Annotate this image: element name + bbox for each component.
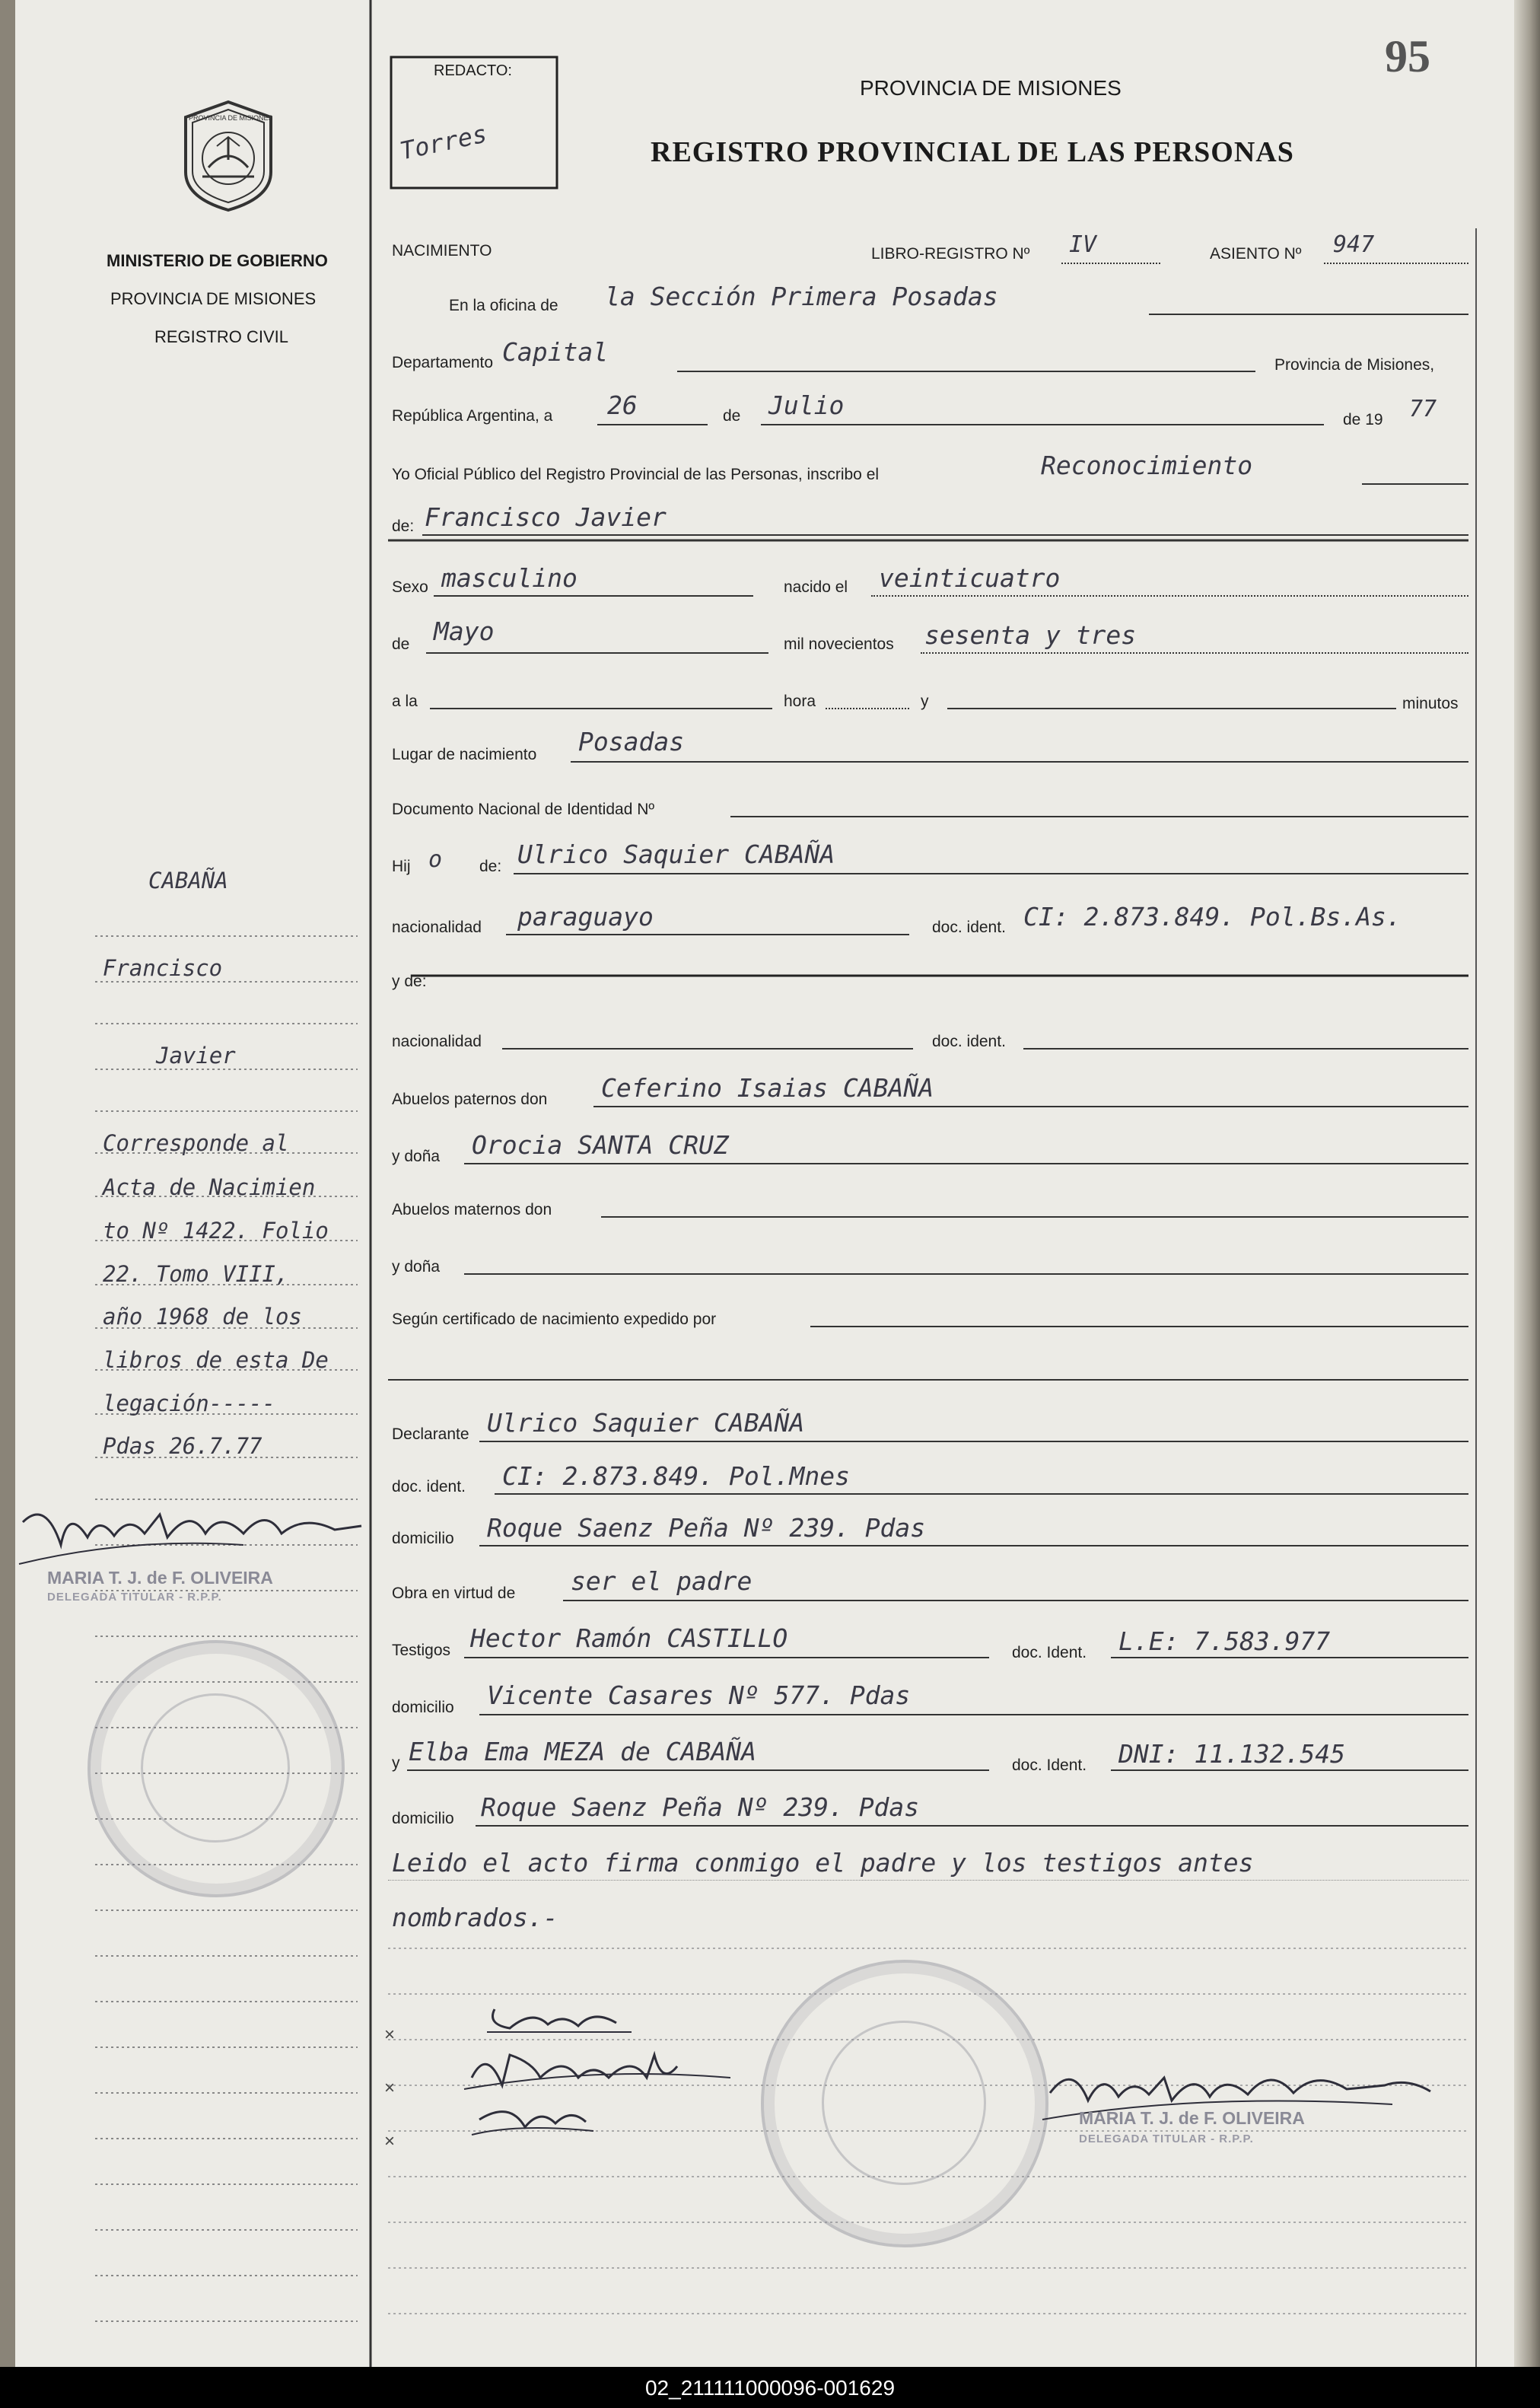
oficina-label: En la oficina de — [449, 297, 558, 314]
libro-label: LIBRO-REGISTRO Nº — [871, 245, 1030, 263]
republica-label: República Argentina, a — [392, 407, 553, 425]
x-mark-1: × — [384, 2024, 396, 2045]
t2-dom-label: domicilio — [392, 1810, 454, 1827]
page-stack-edge — [1514, 0, 1540, 2367]
x-mark-2: × — [384, 2078, 396, 2098]
asiento-label: ASIENTO Nº — [1210, 245, 1302, 263]
margin-name2: Javier — [156, 1043, 236, 1069]
testigo2-doc-value: DNI: 11.132.545 — [1118, 1739, 1346, 1769]
padre-nac-value: paraguayo — [517, 902, 654, 932]
margin-note-7: legación----- — [103, 1390, 275, 1416]
nacionalidad-label: nacionalidad — [392, 919, 482, 936]
ministry-title: MINISTERIO DE GOBIERNO — [107, 251, 328, 270]
t2-doc-label: doc. Ident. — [1012, 1757, 1087, 1774]
decl-doc-value: CI: 2.873.849. Pol.Mnes — [502, 1461, 850, 1491]
ministry-province: PROVINCIA DE MISIONES — [110, 289, 317, 308]
dia-value: 26 — [607, 390, 638, 420]
libro-value: IV — [1069, 231, 1097, 258]
margin-note-5: año 1968 de los — [103, 1304, 302, 1330]
act-type: NACIMIENTO — [392, 242, 492, 260]
abuelos-mat-label: Abuelos maternos don — [392, 1201, 552, 1218]
hijo-suffix: o — [428, 846, 443, 873]
departamento-value: Capital — [502, 337, 609, 367]
witness-signatures — [441, 1994, 761, 2169]
testigo1-value: Hector Ramón CASTILLO — [470, 1623, 788, 1653]
redacto-label: REDACTO: — [434, 62, 512, 79]
t1-doc-label: doc. Ident. — [1012, 1644, 1087, 1661]
oficial-label: Yo Oficial Público del Registro Provincial de las Personas, inscribo el — [392, 466, 880, 483]
doc-ident-label: doc. ident. — [932, 919, 1006, 936]
registry-title: REGISTRO PROVINCIAL DE LAS PERSONAS — [651, 136, 1294, 168]
de-anio-label: de 19 — [1343, 411, 1383, 428]
seal-text: PROVINCIA DE MISIONES — [189, 114, 273, 122]
margin-name1: Francisco — [103, 955, 223, 981]
obra-value: ser el padre — [571, 1566, 752, 1596]
y-testigo2-label: y — [392, 1754, 400, 1772]
t1-dom-label: domicilio — [392, 1699, 454, 1716]
hijo-label: Hij — [392, 858, 411, 875]
official-delegate-name: MARIA T. J. de F. OLIVEIRA — [1079, 2108, 1305, 2128]
nacido-value: veinticuatro — [879, 563, 1061, 593]
margin-note-6: libros de esta De — [103, 1347, 329, 1373]
segun-label: Según certificado de nacimiento expedido por — [392, 1311, 717, 1328]
margin-surname: CABAÑA — [148, 868, 228, 893]
a-la-label: a la — [392, 693, 418, 710]
de-nombre-label: de: — [392, 518, 415, 535]
abuelos-pat-label: Abuelos paternos don — [392, 1091, 548, 1108]
domicilio-label: domicilio — [392, 1530, 454, 1547]
margin-note-1: Corresponde al — [103, 1130, 289, 1156]
abuela-pat-value: Orocia SANTA CRUZ — [472, 1130, 729, 1160]
testigo2-value: Elba Ema MEZA de CABAÑA — [409, 1737, 756, 1766]
nacido-mes-value: Mayo — [434, 616, 495, 646]
doc-ident2-label: doc. ident. — [932, 1033, 1006, 1050]
y-dona2-label: y doña — [392, 1258, 441, 1276]
y-de-label: y de: — [392, 973, 427, 990]
minutos-label: minutos — [1402, 695, 1459, 712]
mil-value: sesenta y tres — [924, 620, 1137, 650]
bottom-stamp-inner-ring — [822, 2021, 986, 2185]
decl-doc-label: doc. ident. — [392, 1478, 466, 1495]
provincia-label: Provincia de Misiones, — [1274, 356, 1435, 374]
asiento-value: 947 — [1333, 231, 1375, 258]
sexo-label: Sexo — [392, 578, 428, 596]
hora-label: hora — [784, 693, 816, 710]
anio-value: 77 — [1409, 396, 1437, 422]
leido-line2: nombrados.- — [392, 1903, 558, 1932]
redacto-signature: Torres — [397, 119, 490, 166]
margin-note-8: Pdas 26.7.77 — [103, 1433, 262, 1459]
nacionalidad2-label: nacionalidad — [392, 1033, 482, 1050]
left-delegate-name: MARIA T. J. de F. OLIVEIRA — [47, 1568, 273, 1588]
declarante-value: Ulrico Saquier CABAÑA — [487, 1408, 805, 1438]
padre-value: Ulrico Saquier CABAÑA — [517, 839, 835, 869]
decl-dom-value: Roque Saenz Peña Nº 239. Pdas — [487, 1513, 926, 1543]
province-title: PROVINCIA DE MISIONES — [860, 76, 1122, 100]
testigos-label: Testigos — [392, 1642, 451, 1659]
nombre-value: Francisco Javier — [425, 502, 667, 532]
testigo1-dom-value: Vicente Casares Nº 577. Pdas — [487, 1680, 911, 1710]
de-label: de — [723, 407, 741, 425]
testigo1-doc-value: L.E: 7.583.977 — [1118, 1626, 1331, 1656]
official-delegate-title: DELEGADA TITULAR - R.P.P. — [1079, 2132, 1254, 2145]
x-mark-3: × — [384, 2131, 396, 2152]
lugar-value: Posadas — [578, 727, 685, 756]
nacido-label: nacido el — [784, 578, 848, 596]
sexo-value: masculino — [441, 563, 578, 593]
padre-doc-value: CI: 2.873.849. Pol.Bs.As. — [1023, 902, 1402, 932]
inscribo-value: Reconocimiento — [1041, 451, 1253, 480]
hijo-de-label: de: — [479, 858, 502, 875]
y-dona-label: y doña — [392, 1148, 441, 1165]
left-stamp-inner-ring — [141, 1693, 290, 1843]
leido-line1: Leido el acto firma conmigo el padre y los testigos antes — [392, 1848, 1254, 1878]
departamento-label: Departamento — [392, 354, 494, 371]
mil-label: mil novecientos — [784, 635, 894, 653]
declarante-label: Declarante — [392, 1425, 469, 1443]
dni-label: Documento Nacional de Identidad Nº — [392, 801, 655, 818]
left-delegate-title: DELEGADA TITULAR - R.P.P. — [47, 1591, 222, 1604]
testigo2-dom-value: Roque Saenz Peña Nº 239. Pdas — [481, 1792, 920, 1822]
obra-label: Obra en virtud de — [392, 1585, 516, 1602]
page-number: 95 — [1385, 31, 1430, 81]
abuelo-pat-value: Ceferino Isaias CABAÑA — [601, 1073, 934, 1103]
margin-note-4: 22. Tomo VIII, — [103, 1261, 289, 1287]
oficina-value: la Sección Primera Posadas — [605, 282, 998, 311]
mes-value: Julio — [768, 390, 845, 420]
y-label: y — [921, 693, 929, 710]
lugar-label: Lugar de nacimiento — [392, 746, 537, 763]
de-mes-label: de — [392, 635, 410, 653]
margin-note-3: to Nº 1422. Folio — [103, 1218, 329, 1244]
file-id: 02_211111000096-001629 — [644, 2376, 896, 2400]
ministry-registry: REGISTRO CIVIL — [154, 327, 289, 346]
margin-note-2: Acta de Nacimien — [103, 1174, 316, 1200]
